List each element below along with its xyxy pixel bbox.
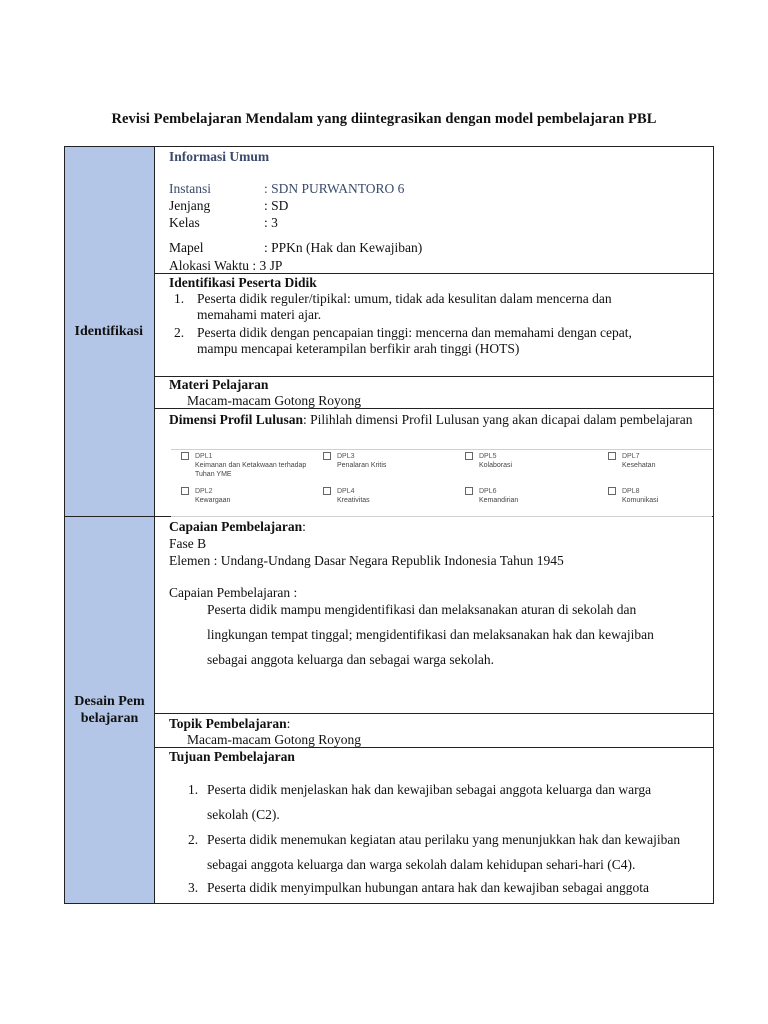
list-item: Peserta didik menjelaskan hak dan kewajiban sebagai anggota keluarga dan warga xyxy=(207,782,652,797)
identifikasi-peserta-cell xyxy=(155,274,713,377)
list-item-continuation: mampu mencapai keterampilan berfikir arah tinggi (HOTS) xyxy=(197,341,520,356)
identifikasi-peserta-heading: Identifikasi Peserta Didik xyxy=(169,275,317,290)
jenjang-row xyxy=(169,198,288,214)
dimensi-heading-row xyxy=(169,412,693,428)
cp-label: Capaian Pembelajaran : xyxy=(169,585,298,600)
dimensi-heading: Dimensi Profil Lulusan xyxy=(169,412,304,427)
informasi-umum-heading: Informasi Umum xyxy=(169,149,270,164)
topik-heading: Topik Pembelajaran xyxy=(169,716,287,731)
list-item: Peserta didik reguler/tipikal: umum, tidak ada kesulitan dalam mencerna dan xyxy=(197,291,612,306)
list-item-continuation: sebagai anggota keluarga dan warga sekolah dalam kehidupan sehari-hari (C4). xyxy=(207,857,636,872)
section-label-desain: Desain Pembelajaran xyxy=(65,517,155,903)
alokasi-row xyxy=(169,258,282,274)
document-title: Revisi Pembelajaran Mendalam yang diintegrasikan dengan model pembelajaran PBL xyxy=(111,111,657,127)
list-item-continuation: sekolah (C2). xyxy=(207,807,280,822)
capaian-heading-row: Capaian Pembelajaran: xyxy=(169,519,306,534)
kelas-row xyxy=(169,215,278,231)
checkbox[interactable] xyxy=(323,487,331,495)
materi-value: Macam-macam Gotong Royong xyxy=(187,393,361,408)
checkbox[interactable] xyxy=(465,487,473,495)
materi-heading: Materi Pelajaran xyxy=(169,377,269,392)
checkbox[interactable] xyxy=(608,487,616,495)
list-item-number: 1. xyxy=(174,291,185,306)
checkbox[interactable] xyxy=(323,452,331,460)
elemen-text: Elemen : Undang-Undang Dasar Negara Republik Indonesia Tahun 1945 xyxy=(169,553,564,568)
alokasi-value: : 3 JP xyxy=(252,258,283,273)
dimensi-profil-cell xyxy=(155,409,713,517)
list-item: Peserta didik dengan pencapaian tinggi: mencerna dan memahami dengan cepat, xyxy=(197,325,632,340)
tujuan-heading: Tujuan Pembelajaran xyxy=(169,749,295,764)
kelas-value: : 3 xyxy=(264,215,278,230)
checkbox[interactable] xyxy=(465,452,473,460)
mapel-label: Mapel xyxy=(169,240,204,255)
instansi-row xyxy=(169,181,404,197)
materi-pelajaran-cell xyxy=(155,377,713,409)
instansi-value: : SDN PURWANTORO 6 xyxy=(264,181,405,196)
dimensi-instruction: : Pilihlah dimensi Profil Lulusan yang akan dicapai dalam pembelajaran xyxy=(303,412,693,427)
cp-paragraph-line: sebagai anggota keluarga dan sebagai warga sekolah. xyxy=(207,652,495,667)
checkbox[interactable] xyxy=(181,452,189,460)
mapel-row xyxy=(169,240,422,256)
checkbox[interactable] xyxy=(181,487,189,495)
alokasi-label: Alokasi Waktu xyxy=(169,258,250,273)
cp-paragraph-line: lingkungan tempat tinggal; mengidentifikasi dan melaksanakan hak dan kewajiban xyxy=(207,627,654,642)
dpl-checkbox-group: DPL1 Keimanan dan Ketakwaan terhadap Tuhan YME DPL3 Penalaran Kritis DPL5 Kolaborasi DPL7 Kesehatan DPL2 Kewargaan DPL4 Kreativitas DPL6 Kemandirian DPL8 Komunikasi xyxy=(171,449,712,517)
capaian-pembelajaran-cell xyxy=(155,517,713,714)
topik-heading-row: Topik Pembelajaran: xyxy=(169,716,291,731)
tujuan-pembelajaran-cell xyxy=(155,748,713,903)
jenjang-label: Jenjang xyxy=(169,198,211,213)
list-item-continuation: memahami materi ajar. xyxy=(197,307,322,322)
list-item-number: 1. xyxy=(188,782,199,797)
informasi-umum-cell xyxy=(155,147,713,274)
kelas-label: Kelas xyxy=(169,215,200,230)
mapel-value: : PPKn (Hak dan Kewajiban) xyxy=(264,240,423,255)
capaian-heading: Capaian Pembelajaran xyxy=(169,519,303,534)
list-item: Peserta didik menemukan kegiatan atau perilaku yang menunjukkan hak dan kewajiban xyxy=(207,832,681,847)
checkbox[interactable] xyxy=(608,452,616,460)
cp-paragraph-line: Peserta didik mampu mengidentifikasi dan melaksanakan aturan di sekolah dan xyxy=(207,602,637,617)
instansi-label: Instansi xyxy=(169,181,211,196)
list-item-number: 2. xyxy=(174,325,185,340)
topik-value: Macam-macam Gotong Royong xyxy=(187,732,361,747)
fase-text: Fase B xyxy=(169,536,207,551)
list-item-number: 3. xyxy=(188,880,199,895)
jenjang-value: : SD xyxy=(264,198,289,213)
topik-pembelajaran-cell xyxy=(155,714,713,748)
lesson-plan-table xyxy=(64,146,714,904)
section-label-identifikasi: Identifikasi xyxy=(65,147,155,517)
list-item: Peserta didik menyimpulkan hubungan antara hak dan kewajiban sebagai anggota xyxy=(207,880,649,895)
list-item-number: 2. xyxy=(188,832,199,847)
